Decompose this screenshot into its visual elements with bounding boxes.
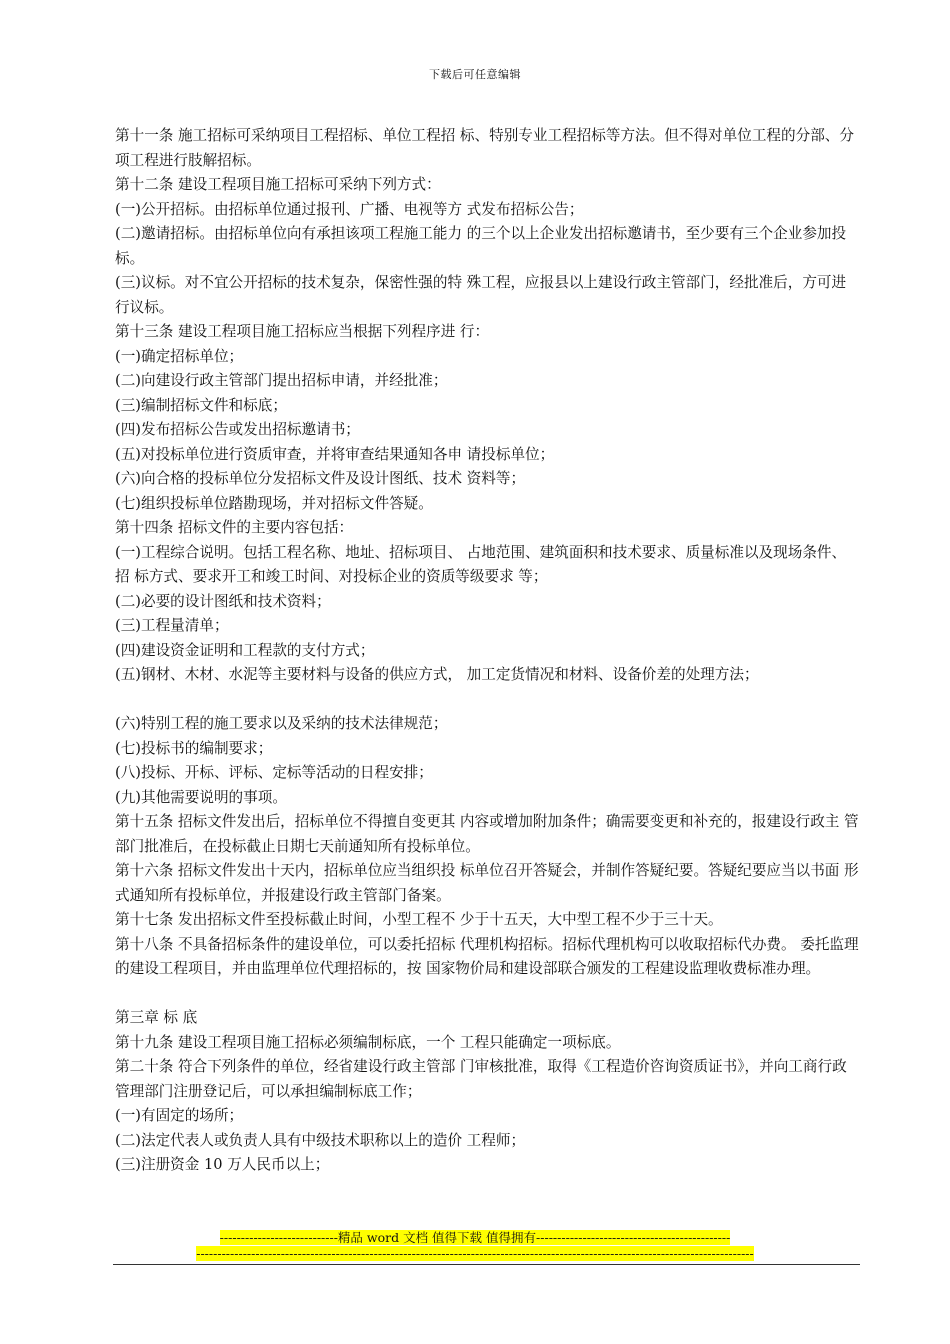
paragraph: (六)特别工程的施工要求以及采纳的技术法律规范； <box>115 715 448 732</box>
paragraph: (一)工程综合说明。包括工程名称、地址、招标项目、 占地范围、建筑面积和技术要求、质量标准以及现场条件、招 标方式、要求开工和竣工时间、对投标企业的资质等级要求 等； <box>115 543 847 585</box>
paragraph: 第十四条 招标文件的主要内容包括： <box>115 519 354 536</box>
paragraph: 第十七条 发出招标文件至投标截止时间，小型工程不 少于十五天，大中型工程不少于三十天。 <box>115 911 723 928</box>
chapter-heading: 第三章 标 底 <box>115 1009 198 1026</box>
footer-banner <box>0 1229 950 1246</box>
paragraph: (六)向合格的投标单位分发招标文件及设计图纸、技术 资料等； <box>115 470 526 487</box>
paragraph: (一)有固定的场所； <box>115 1107 244 1124</box>
paragraph: (二)法定代表人或负责人具有中级技术职称以上的造价 工程师； <box>115 1131 526 1149</box>
paragraph: (五)对投标单位进行资质审查，并将审查结果通知各申 请投标单位； <box>115 445 555 463</box>
page-header: 下载后可任意编辑 <box>429 68 521 81</box>
paragraph: (三)编制招标文件和标底； <box>115 396 287 414</box>
paragraph: 第十八条 不具备招标条件的建设单位，可以委托招标 代理机构招标。招标代理机构可以收取招标代办费。 委托监理的建设工程项目，并由监理单位代理招标的，按 国家物价局和建设部联合颁发的工程建设监理收费标准办理。 <box>115 935 859 977</box>
paragraph: (一)确定招标单位； <box>115 347 244 365</box>
footer-dash-line <box>0 1245 950 1262</box>
paragraph: (七)组织投标单位踏勘现场，并对招标文件答疑。 <box>115 494 433 512</box>
paragraph: (五)钢材、木材、水泥等主要材料与设备的供应方式， 加工定货情况和材料、设备价差的处理方法； <box>115 666 759 683</box>
paragraph: 第十九条 建设工程项目施工招标必须编制标底，一个 工程只能确定一项标底。 <box>115 1033 621 1051</box>
paragraph: 第十六条 招标文件发出十天内，招标单位应当组织投 标单位召开答疑会，并制作答疑纪要。答疑纪要应当以书面 形式通知所有投标单位，并报建设行政主管部门备案。 <box>115 862 859 904</box>
paragraph: (三)议标。对不宜公开招标的技术复杂，保密性强的特 殊工程，应报县以上建设行政主管部门，经批准后，方可进 行议标。 <box>115 274 847 316</box>
footer-banner-text: ----------------------------精品 word 文档 值得下载 值得拥有---------------------------------------------- <box>219 1230 731 1245</box>
paragraph: (九)其他需要说明的事项。 <box>115 788 287 806</box>
paragraph: (七)投标书的编制要求； <box>115 739 273 757</box>
paragraph: (一)公开招标。由招标单位通过报刊、广播、电视等方 式发布招标公告； <box>115 200 584 218</box>
paragraph: (三)注册资金 10 万人民币以上； <box>115 1156 330 1173</box>
paragraph: 第十一条 施工招标可采纳项目工程招标、单位工程招 标、特别专业工程招标等方法。但不得对单位工程的分部、分 项工程进行肢解招标。 <box>115 127 854 169</box>
blank-line <box>115 982 860 1007</box>
paragraph: (八)投标、开标、评标、定标等活动的日程安排； <box>115 764 433 781</box>
paragraph: 第二十条 符合下列条件的单位，经省建设行政主管部 门审核批准，取得《工程造价咨询资质证书》，并向工商行政 管理部门注册登记后，可以承担编制标底工作； <box>115 1058 847 1100</box>
paragraph: (三)工程量清单； <box>115 617 229 634</box>
paragraph: (二)必要的设计图纸和技术资料； <box>115 592 331 610</box>
footer-rule <box>113 1264 860 1265</box>
blank-line <box>115 688 860 713</box>
paragraph: (二)邀请招标。由招标单位向有承担该项工程施工能力 的三个以上企业发出招标邀请书，至少要有三个企业参加投 标。 <box>115 225 847 267</box>
paragraph: (四)发布招标公告或发出招标邀请书； <box>115 421 360 438</box>
paragraph: (二)向建设行政主管部门提出招标申请，并经批准； <box>115 372 448 389</box>
paragraph: (四)建设资金证明和工程款的支付方式； <box>115 641 375 659</box>
paragraph: 第十三条 建设工程项目施工招标应当根据下列程序进 行： <box>115 323 490 340</box>
document-body <box>115 124 860 1178</box>
footer-dash-text: ------------------------------------------------------------------------------------------------------------------------------------ <box>196 1246 754 1261</box>
paragraph: 第十二条 建设工程项目施工招标可采纳下列方式： <box>115 176 441 193</box>
paragraph: 第十五条 招标文件发出后，招标单位不得擅自变更其 内容或增加附加条件；确需要变更和补充的，报建设行政主 管部门批准后，在投标截止日期七天前通知所有投标单位。 <box>115 813 859 855</box>
